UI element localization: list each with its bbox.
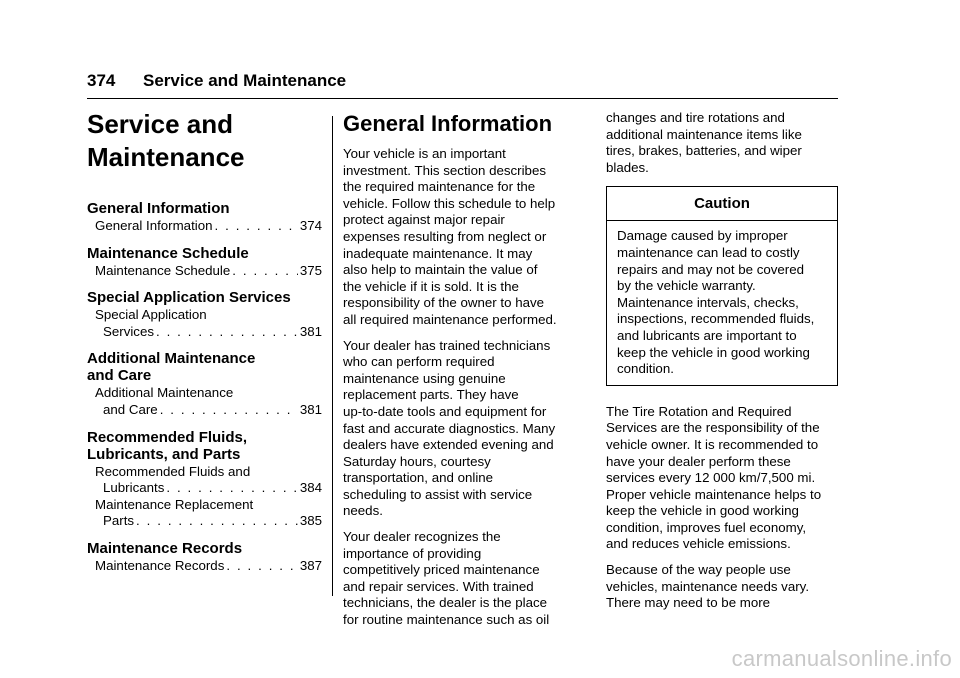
text-line: replacement parts. They have bbox=[343, 387, 519, 403]
text-line: needs. bbox=[343, 503, 383, 519]
toc-entry[interactable]: and Care . . . 381 bbox=[87, 402, 322, 419]
text-line: investment. This section describes bbox=[343, 162, 546, 178]
toc-leader-dots bbox=[160, 402, 298, 419]
caution-title: Caution bbox=[607, 187, 837, 221]
page-header bbox=[87, 71, 838, 99]
text-line: Damage caused by improper bbox=[617, 228, 788, 244]
toc-page-number: 374 bbox=[299, 218, 322, 233]
toc-leader-dots bbox=[166, 480, 297, 497]
paragraph-intro bbox=[343, 146, 579, 329]
text-line: importance of providing bbox=[343, 545, 482, 561]
text-line: fast and accurate diagnostics. Many bbox=[343, 420, 556, 436]
text-line: maintenance using genuine bbox=[343, 370, 506, 386]
text-line: blades. bbox=[606, 159, 649, 175]
general-information-column bbox=[343, 110, 579, 638]
text-line: the vehicle if it is sold. It is the bbox=[343, 278, 519, 294]
text-line: inadequate maintenance. It may bbox=[343, 245, 533, 261]
toc-heading[interactable]: General Information bbox=[87, 200, 230, 217]
text-line: Your dealer recognizes the bbox=[343, 529, 501, 545]
text-line: Because of the way people use bbox=[606, 562, 791, 578]
text-line: who can perform required bbox=[343, 354, 495, 370]
text-line: services every 12 000 km/7,500 mi. bbox=[606, 470, 816, 486]
toc-heading[interactable]: Special Application Services bbox=[87, 289, 291, 307]
toc-section bbox=[87, 200, 322, 235]
toc-entry[interactable]: Special Application bbox=[95, 307, 207, 323]
caution-body bbox=[607, 221, 837, 384]
paragraph-tire-rotation bbox=[606, 404, 842, 553]
toc-heading[interactable]: Additional Maintenance and Care bbox=[87, 350, 256, 385]
text-line: repairs and may not be covered bbox=[617, 261, 805, 277]
toc-page-number: 375 bbox=[299, 262, 322, 278]
toc-entry[interactable]: Lubricants . . . 384 bbox=[87, 480, 322, 497]
toc-leader-dots bbox=[136, 513, 298, 530]
text-line: Saturday hours, courtesy bbox=[343, 453, 491, 469]
text-line: the required maintenance for the bbox=[343, 179, 536, 195]
text-line: dealers have extended evening and bbox=[343, 437, 554, 453]
text-line: technicians, the dealer is the place bbox=[343, 595, 548, 611]
toc-entry[interactable]: Recommended Fluids and bbox=[95, 463, 251, 479]
toc-leader-dots bbox=[215, 218, 298, 235]
toc-page-number: 387 bbox=[299, 557, 322, 573]
text-line: Proper vehicle maintenance helps to bbox=[606, 486, 822, 502]
text-line: Maintenance intervals, checks, bbox=[617, 294, 799, 310]
table-of-contents bbox=[87, 200, 322, 575]
text-line: tires, brakes, batteries, and wiper bbox=[606, 143, 802, 159]
toc-entry[interactable]: Services . . . 381 bbox=[87, 324, 322, 341]
text-line: There may need to be more bbox=[606, 595, 771, 611]
text-line: competitively priced maintenance bbox=[343, 562, 540, 578]
page-number: 374 bbox=[87, 71, 116, 90]
toc-entry[interactable]: Parts . . . 385 bbox=[87, 513, 322, 530]
text-line: Your dealer has trained technicians bbox=[343, 337, 551, 353]
toc-heading[interactable]: Recommended Fluids, Lubricants, and Parts bbox=[87, 428, 248, 463]
text-line: transportation, and online bbox=[343, 470, 494, 486]
toc-page-number: 385 bbox=[299, 513, 322, 529]
toc-section bbox=[87, 540, 322, 575]
watermark: carmanualsonline.info bbox=[731, 646, 952, 671]
section-title: General Information bbox=[343, 111, 553, 136]
toc-section bbox=[87, 350, 322, 418]
text-line: up-to-date tools and equipment for bbox=[343, 403, 547, 419]
text-line: vehicle owner. It is recommended to bbox=[606, 436, 819, 452]
column-divider bbox=[332, 116, 333, 596]
text-line: scheduling to assist with service bbox=[343, 486, 533, 502]
running-title: Service and Maintenance bbox=[143, 71, 347, 90]
toc-leader-dots bbox=[226, 558, 297, 575]
toc-entry[interactable]: General Information . . . 374 bbox=[87, 218, 322, 235]
text-line: condition. bbox=[617, 361, 674, 377]
toc-entry[interactable]: Maintenance Schedule . . . 375 bbox=[87, 263, 322, 280]
toc-heading[interactable]: Maintenance Records bbox=[87, 539, 243, 557]
paragraph-continued bbox=[606, 110, 842, 176]
right-column bbox=[606, 110, 842, 621]
text-line: and repair services. With trained bbox=[343, 578, 534, 594]
text-line: maintenance can lead to costly bbox=[617, 244, 800, 260]
text-line: and reduces vehicle emissions. bbox=[606, 536, 791, 552]
toc-section bbox=[87, 289, 322, 340]
text-line: expenses resulting from neglect or bbox=[343, 228, 547, 244]
text-line: Services are the responsibility of the bbox=[606, 420, 820, 436]
chapter-title: Service and Maintenance bbox=[87, 109, 245, 172]
text-line: responsibility of the owner to have bbox=[343, 295, 545, 311]
paragraph-dealer bbox=[343, 338, 579, 521]
text-line: condition, improves fuel economy, bbox=[606, 519, 807, 535]
text-line: keep the vehicle in good working bbox=[606, 503, 799, 519]
toc-entry[interactable]: Maintenance Replacement bbox=[95, 496, 254, 512]
text-line: protect against major repair bbox=[343, 212, 505, 228]
text-line: have your dealer perform these bbox=[606, 453, 791, 469]
text-line: vehicles, maintenance needs vary. bbox=[606, 578, 810, 594]
text-line: additional maintenance items like bbox=[606, 126, 802, 142]
text-line: by the vehicle warranty. bbox=[617, 278, 756, 294]
text-line: all required maintenance performed. bbox=[343, 311, 557, 327]
toc-leader-dots bbox=[232, 263, 298, 280]
text-line: keep the vehicle in good working bbox=[617, 344, 810, 360]
toc-page-number: 381 bbox=[299, 323, 322, 339]
toc-entry[interactable]: Maintenance Records . . . 387 bbox=[87, 558, 322, 575]
toc-entry[interactable]: Additional Maintenance bbox=[95, 385, 234, 401]
text-line: and lubricants are important to bbox=[617, 327, 797, 343]
toc-column bbox=[87, 108, 322, 585]
text-line: inspections, recommended fluids, bbox=[617, 311, 815, 327]
toc-section bbox=[87, 245, 322, 280]
toc-page-number: 381 bbox=[299, 401, 322, 417]
paragraph-maintenance-needs bbox=[606, 562, 842, 612]
text-line: The Tire Rotation and Required bbox=[606, 403, 792, 419]
text-line: for routine maintenance such as oil bbox=[343, 612, 550, 628]
paragraph-pricing bbox=[343, 529, 579, 629]
text-line: changes and tire rotations and bbox=[606, 110, 785, 125]
text-line: vehicle. Follow this schedule to help bbox=[343, 195, 556, 211]
toc-heading[interactable]: Maintenance Schedule bbox=[87, 244, 249, 262]
toc-section bbox=[87, 429, 322, 530]
caution-box bbox=[606, 186, 838, 385]
toc-leader-dots bbox=[156, 324, 298, 341]
text-line: Your vehicle is an important bbox=[343, 146, 506, 161]
toc-page-number: 384 bbox=[299, 480, 322, 496]
text-line: also help to maintain the value of bbox=[343, 262, 538, 278]
